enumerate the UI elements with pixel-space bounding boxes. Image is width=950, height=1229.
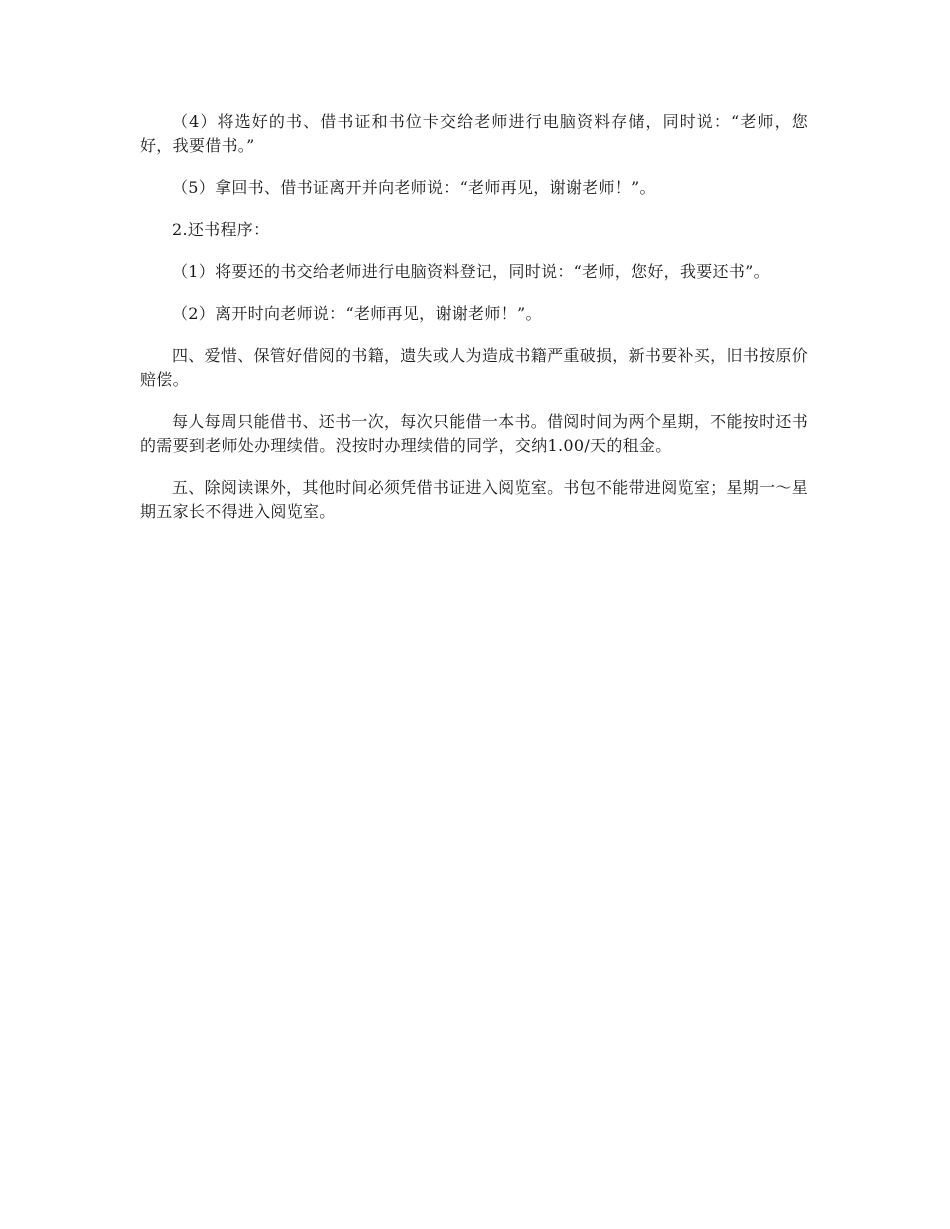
paragraph-borrow-limits: 每人每周只能借书、还书一次，每次只能借一本书。借阅时间为两个星期，不能按时还书的需要到老师处办理续借。没按时办理续借的同学，交纳1.00/天的租金。 [140,412,808,455]
paragraph-borrow-step-5: （5）拿回书、借书证离开并向老师说：“老师再见，谢谢老师！”。 [172,178,656,197]
paragraph-borrow-step-4: （4）将选好的书、借书证和书位卡交给老师进行电脑资料存储，同时说：“老师，您好，我要借书。” [140,112,808,155]
paragraph-return-step-1: （1）将要还的书交给老师进行电脑资料登记，同时说：“老师，您好，我要还书”。 [172,262,770,281]
paragraph-return-step-2: （2）离开时向老师说：“老师再见，谢谢老师！”。 [172,304,542,323]
paragraph-return-heading: 2.还书程序： [172,220,270,239]
paragraph-rule-5: 五、除阅读课外，其他时间必须凭借书证进入阅览室。书包不能带进阅览室；星期一～星期五家长不得进入阅览室。 [140,478,808,521]
paragraph-rule-4: 四、爱惜、保管好借阅的书籍，遗失或人为造成书籍严重破损，新书要补买，旧书按原价赔偿。 [140,346,808,389]
document-body [140,110,808,542]
